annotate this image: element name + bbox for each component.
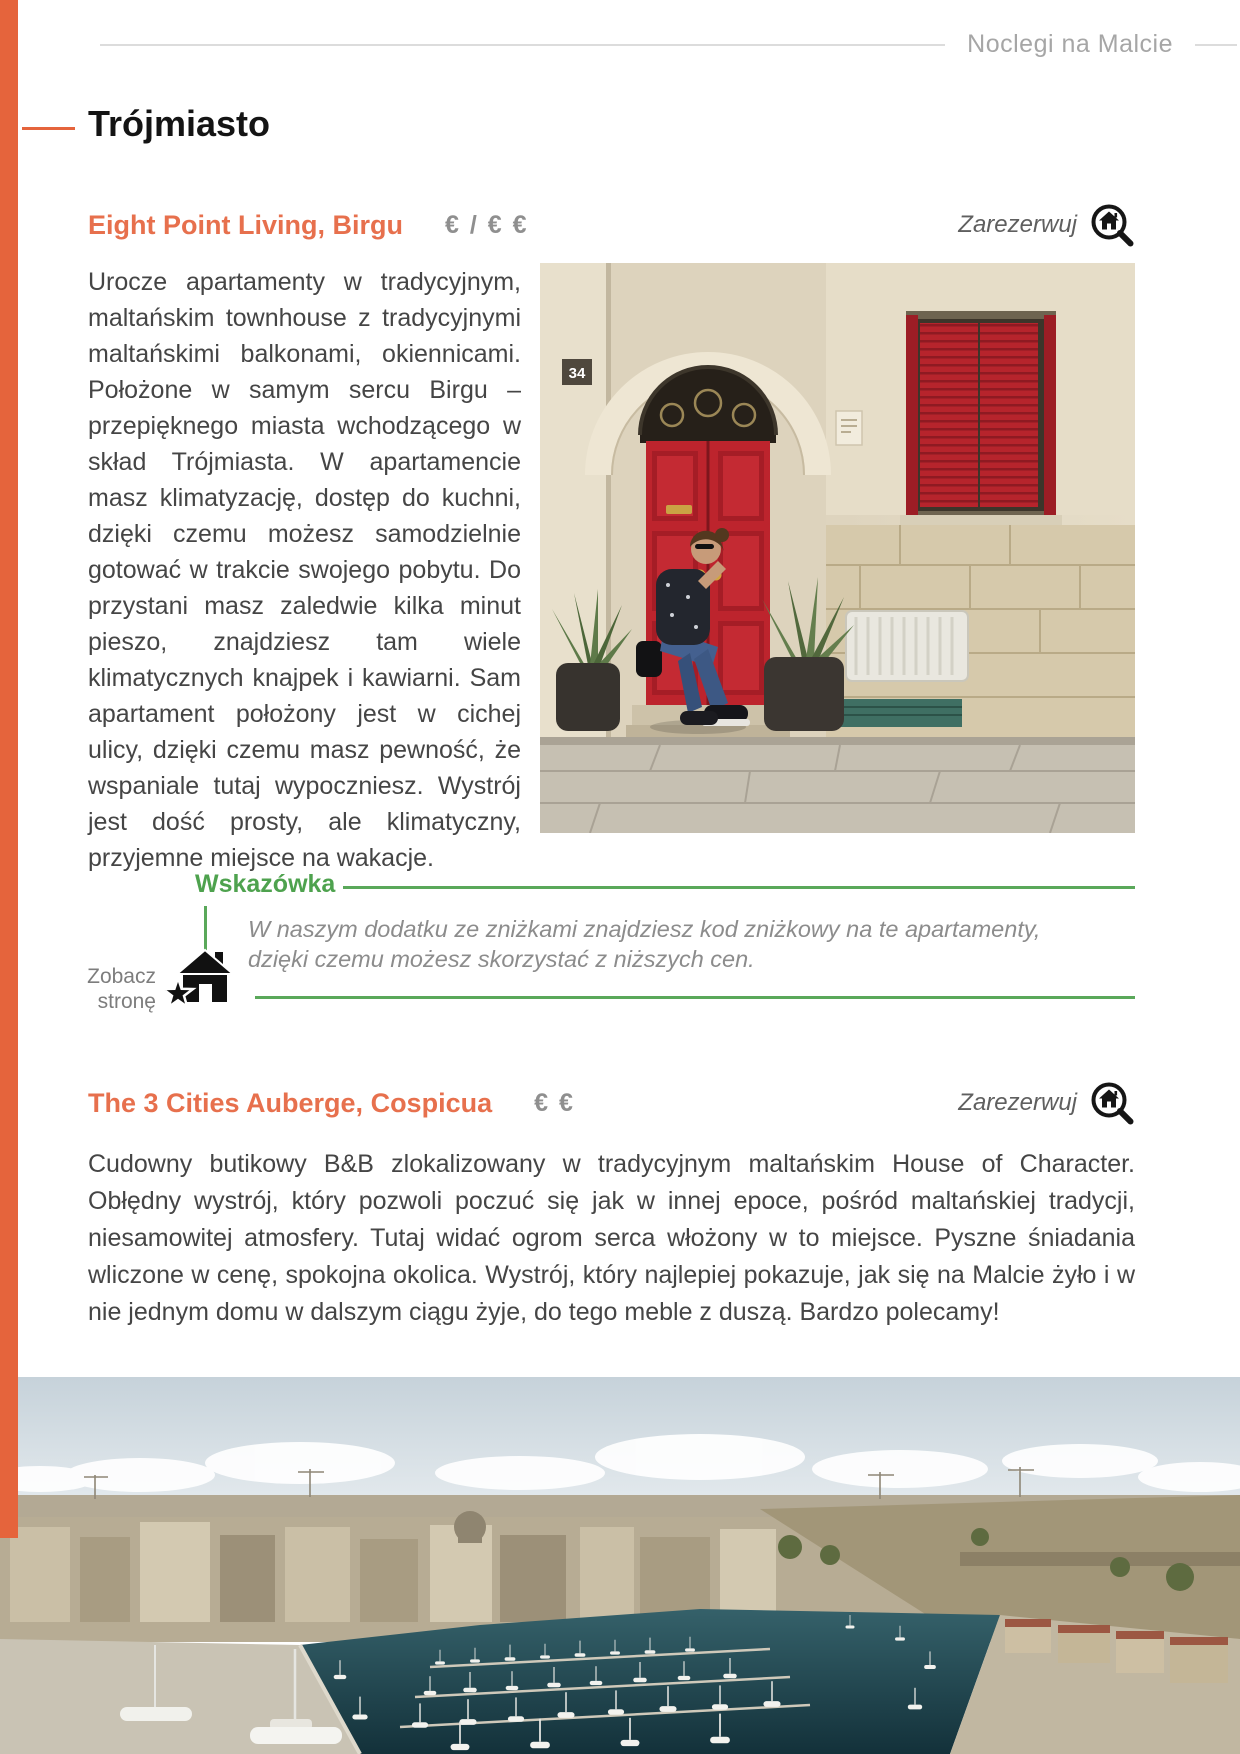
- header-section-label: Noclegi na Malcie: [967, 30, 1173, 58]
- listing-name: The 3 Cities Auberge, Cospicua: [88, 1087, 493, 1118]
- tip-label: Wskazówka: [195, 870, 336, 898]
- page-header: [100, 30, 1237, 59]
- pavement: [540, 737, 1135, 833]
- house-star-icon[interactable]: [162, 944, 234, 1010]
- right-quay: [950, 1615, 1240, 1754]
- svg-text:34: 34: [568, 365, 586, 382]
- floor-grate: [840, 699, 962, 727]
- listing-description: Urocze apartamenty w tradycyjnym, maltańskim townhouse z tradycyjnymi maltańskimi balkonami, okiennicami. Położone w samym sercu Birgu – przepięknego miasta wchodzącego w skład Trójmiasta. W apartamencie masz klimatyzację, dostęp do kuchni, dzięki czemu możesz samodzielnie gotować w trakcie swojego pobytu. Do przystani masz zaledwie kilka minut pieszo, znajdziesz tam wiele klimatycznych knajpek i kawiarni. Sam apartament położony jest w cichej ulicy, dzięki czemu masz pewność, że wspaniale tutaj wypoczniesz. Wystrój jest dość prosty, ale klimatyczny, przyjemne miejsce na wakacje.: [88, 268, 521, 872]
- booking-link[interactable]: Zarezerwuj: [958, 1089, 1077, 1116]
- tip-text: [248, 914, 1040, 974]
- see-page-line: stronę: [97, 990, 156, 1013]
- wall-grille: [846, 611, 968, 681]
- wall-plaque: [836, 411, 862, 445]
- listing-name: Eight Point Living, Birgu: [88, 209, 403, 240]
- house-number-plaque: [562, 359, 592, 385]
- tip-text-line: dzięki czemu możesz skorzystać z niższych cen.: [248, 946, 755, 972]
- listing-price: € / € €: [444, 210, 529, 239]
- listing-header-3-cities-auberge: [88, 1080, 1135, 1126]
- header-rule-left: [100, 44, 945, 46]
- left-accent-bar: [0, 0, 18, 1538]
- magnifier-house-icon[interactable]: [1089, 202, 1135, 248]
- tip-rule-bottom: [255, 996, 1135, 999]
- red-window-shutters: [900, 311, 1062, 525]
- see-page-link[interactable]: [82, 964, 156, 1014]
- booking-link[interactable]: Zarezerwuj: [958, 211, 1077, 238]
- listing-price: € €: [534, 1088, 575, 1117]
- listing-photo-red-door: [540, 263, 1135, 833]
- tip-text-line: W naszym dodatku ze zniżkami znajdziesz kod zniżkowy na te apartamenty,: [248, 916, 1041, 942]
- magnifier-house-icon[interactable]: [1089, 1080, 1135, 1126]
- listing-header-eight-point: [88, 202, 1135, 248]
- title-accent-dash: [22, 127, 75, 130]
- see-page-line: Zobacz: [87, 965, 156, 988]
- header-rule-right: [1195, 44, 1237, 46]
- marina-panorama-photo: [0, 1377, 1240, 1754]
- page-title: Trójmiasto: [88, 103, 271, 144]
- tip-rule-top: [343, 886, 1135, 889]
- listing-description: Cudowny butikowy B&B zlokalizowany w tradycyjnym maltańskim House of Character. Obłędny wystrój, który pozwoli poczuć się jak w innej epoce, pośród maltańskiej tradycji, niesamowitej atmosfery. Tutaj widać ogrom serca włożony w to miejsce. Pyszne śniadania wliczone w cenę, spokojna okolica. Wystrój, który najlepiej pokazuje, jak się na Malcie żyło i w nie jednym domu w dalszym ciągu żyje, do tego meble z duszą. Bardzo polecamy!: [88, 1150, 1135, 1326]
